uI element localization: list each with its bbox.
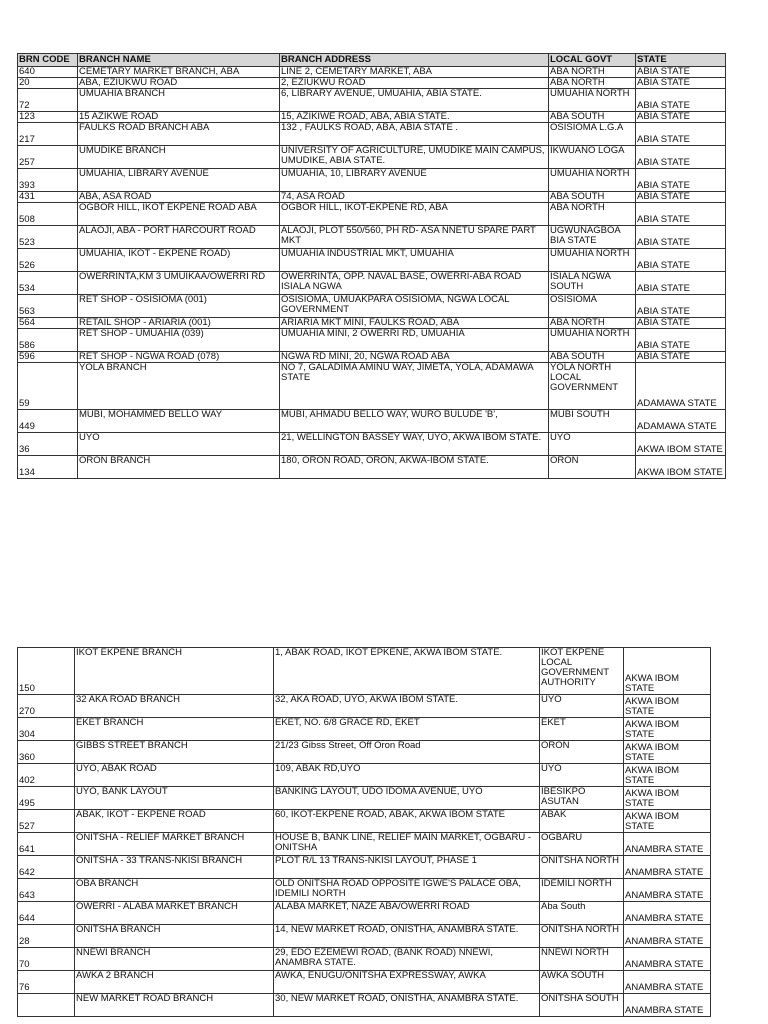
branch-address-cell: NGWA RD MINI, 20, NGWA ROAD ABA <box>280 352 549 363</box>
table-row <box>18 203 726 226</box>
table-row <box>18 249 726 272</box>
branch-name-cell: UYO, ABAK ROAD <box>75 764 274 787</box>
brn-code-cell: 20 <box>18 78 78 89</box>
local-govt-cell: UYO <box>540 764 624 787</box>
brn-code-cell: 150 <box>18 648 75 695</box>
branch-address-cell: PLOT R/L 13 TRANS-NKISI LAYOUT, PHASE 1 <box>274 856 540 879</box>
brn-code-cell: 393 <box>18 169 78 192</box>
table-row <box>18 352 726 363</box>
state-cell: ANAMBRA STATE <box>624 925 711 948</box>
branch-name-cell: 15 AZIKWE ROAD <box>78 112 280 123</box>
header-branch-address: BRANCH ADDRESS <box>280 54 549 67</box>
local-govt-cell: ONITSHA NORTH <box>540 856 624 879</box>
branch-address-cell: UMUAHIA MINI, 2 OWERRI RD, UMUAHIA <box>280 329 549 352</box>
branch-name-cell: RET SHOP - NGWA ROAD (078) <box>78 352 280 363</box>
state-cell: AKWA IBOM STATE <box>636 433 726 456</box>
state-cell: ABIA STATE <box>636 203 726 226</box>
branch-name-cell: OGBOR HILL, IKOT EKPENE ROAD ABA <box>78 203 280 226</box>
branch-address-cell: ALAOJI, PLOT 550/560, PH RD- ASA NNETU SPARE PART MKT <box>280 226 549 249</box>
state-cell: ABIA STATE <box>636 295 726 318</box>
branch-address-cell: 21, WELLINGTON BASSEY WAY, UYO, AKWA IBOM STATE. <box>280 433 549 456</box>
table-row <box>18 226 726 249</box>
state-cell: AKWA IBOM STATE <box>624 741 711 764</box>
branch-address-cell: 30, NEW MARKET ROAD, ONISTHA, ANAMBRA STATE. <box>274 994 540 1017</box>
branch-name-cell: NEW MARKET ROAD BRANCH <box>75 994 274 1017</box>
table-row <box>18 695 711 718</box>
brn-code-cell: 76 <box>18 971 75 994</box>
branch-address-cell: AWKA, ENUGU/ONITSHA EXPRESSWAY, AWKA <box>274 971 540 994</box>
local-govt-cell: ORON <box>549 456 636 479</box>
local-govt-cell: IBESIKPO ASUTAN <box>540 787 624 810</box>
brn-code-cell: 360 <box>18 741 75 764</box>
branch-name-cell: OWERRI - ALABA MARKET BRANCH <box>75 902 274 925</box>
local-govt-cell: OSISIOMA L.G.A <box>549 123 636 146</box>
header-brn-code: BRN CODE <box>18 54 78 67</box>
branch-address-cell: UNIVERSITY OF AGRICULTURE, UMUDIKE MAIN CAMPUS, UMUDIKE, ABIA STATE. <box>280 146 549 169</box>
brn-code-cell: 495 <box>18 787 75 810</box>
branch-name-cell: ONITSHA - RELIEF MARKET BRANCH <box>75 833 274 856</box>
brn-code-cell: 534 <box>18 272 78 295</box>
state-cell: ABIA STATE <box>636 192 726 203</box>
local-govt-cell: ABA NORTH <box>549 203 636 226</box>
brn-code-cell: 59 <box>18 363 78 410</box>
state-cell: AKWA IBOM STATE <box>624 718 711 741</box>
branch-name-cell: ONITSHA BRANCH <box>75 925 274 948</box>
local-govt-cell: ONITSHA NORTH <box>540 925 624 948</box>
branch-name-cell: AWKA 2 BRANCH <box>75 971 274 994</box>
state-cell: ANAMBRA STATE <box>624 879 711 902</box>
local-govt-cell: OSISIOMA <box>549 295 636 318</box>
brn-code-cell <box>18 994 75 1017</box>
state-cell: ABIA STATE <box>636 226 726 249</box>
branch-name-cell: UMUAHIA, LIBRARY AVENUE <box>78 169 280 192</box>
local-govt-cell: UGWUNAGBOA BIA STATE <box>549 226 636 249</box>
branch-address-cell: 14, NEW MARKET ROAD, ONISTHA, ANAMBRA STATE. <box>274 925 540 948</box>
local-govt-cell: UMUAHIA NORTH <box>549 249 636 272</box>
brn-code-cell: 270 <box>18 695 75 718</box>
brn-code-cell: 643 <box>18 879 75 902</box>
branch-address-cell: EKET, NO. 6/8 GRACE RD, EKET <box>274 718 540 741</box>
table-row <box>18 169 726 192</box>
brn-code-cell: 563 <box>18 295 78 318</box>
state-cell: ABIA STATE <box>636 67 726 78</box>
table-row <box>18 833 711 856</box>
local-govt-cell: ABA SOUTH <box>549 192 636 203</box>
state-cell: ABIA STATE <box>636 249 726 272</box>
header-local-govt: LOCAL GOVT <box>549 54 636 67</box>
branch-address-cell: OLD ONITSHA ROAD OPPOSITE IGWE'S PALACE OBA, IDEMILI NORTH <box>274 879 540 902</box>
state-cell: ABIA STATE <box>636 146 726 169</box>
branch-name-cell: ABA, EZIUKWU ROAD <box>78 78 280 89</box>
local-govt-cell: ABA SOUTH <box>549 352 636 363</box>
branch-address-cell: HOUSE B, BANK LINE, RELIEF MAIN MARKET, OGBARU - ONITSHA <box>274 833 540 856</box>
state-cell: ABIA STATE <box>636 123 726 146</box>
local-govt-cell: UYO <box>549 433 636 456</box>
brn-code-cell: 644 <box>18 902 75 925</box>
local-govt-cell: EKET <box>540 718 624 741</box>
table-row <box>18 856 711 879</box>
state-cell: ADAMAWA STATE <box>636 363 726 410</box>
table-row <box>18 994 711 1017</box>
brn-code-cell: 526 <box>18 249 78 272</box>
branch-address-cell: BANKING LAYOUT, UDO IDOMA AVENUE, UYO <box>274 787 540 810</box>
branch-address-cell: 74, ASA ROAD <box>280 192 549 203</box>
state-cell: ANAMBRA STATE <box>624 971 711 994</box>
table-row <box>18 925 711 948</box>
state-cell: ABIA STATE <box>636 272 726 295</box>
table-row <box>18 948 711 971</box>
local-govt-cell: ISIALA NGWA SOUTH <box>549 272 636 295</box>
table-row <box>18 272 726 295</box>
branch-address-cell: 1, ABAK ROAD, IKOT EPKENE, AKWA IBOM STATE. <box>274 648 540 695</box>
state-cell: ADAMAWA STATE <box>636 410 726 433</box>
state-cell: ANAMBRA STATE <box>624 994 711 1017</box>
brn-code-cell: 402 <box>18 764 75 787</box>
local-govt-cell: ABA NORTH <box>549 67 636 78</box>
local-govt-cell: IKOT EKPENE LOCAL GOVERNMENT AUTHORITY <box>540 648 624 695</box>
branch-table-2 <box>17 647 711 1017</box>
branch-name-cell: GIBBS STREET BRANCH <box>75 741 274 764</box>
state-cell: AKWA IBOM STATE <box>624 764 711 787</box>
branch-name-cell: YOLA BRANCH <box>78 363 280 410</box>
branch-address-cell: NO 7, GALADIMA AMINU WAY, JIMETA, YOLA, ADAMAWA STATE <box>280 363 549 410</box>
table-row <box>18 112 726 123</box>
brn-code-cell: 523 <box>18 226 78 249</box>
table-row <box>18 879 711 902</box>
branch-name-cell: OWERRINTA,KM 3 UMUIKAA/OWERRI RD <box>78 272 280 295</box>
state-cell: ANAMBRA STATE <box>624 856 711 879</box>
table-row <box>18 718 711 741</box>
brn-code-cell: 586 <box>18 329 78 352</box>
branch-address-cell: UMUAHIA, 10, LIBRARY AVENUE <box>280 169 549 192</box>
brn-code-cell: 36 <box>18 433 78 456</box>
brn-code-cell: 217 <box>18 123 78 146</box>
branch-address-cell: 6, LIBRARY AVENUE, UMUAHIA, ABIA STATE. <box>280 89 549 112</box>
table-row <box>18 146 726 169</box>
table-row <box>18 78 726 89</box>
local-govt-cell: ABAK <box>540 810 624 833</box>
branch-name-cell: UYO <box>78 433 280 456</box>
brn-code-cell: 564 <box>18 318 78 329</box>
table-row <box>18 902 711 925</box>
brn-code-cell: 70 <box>18 948 75 971</box>
state-cell: AKWA IBOM STATE <box>636 456 726 479</box>
table-row <box>18 318 726 329</box>
branch-name-cell: RETAIL SHOP - ARIARIA (001) <box>78 318 280 329</box>
local-govt-cell: YOLA NORTH LOCAL GOVERNMENT <box>549 363 636 410</box>
branch-address-cell: 132 , FAULKS ROAD, ABA, ABIA STATE . <box>280 123 549 146</box>
branch-name-cell: MUBI, MOHAMMED BELLO WAY <box>78 410 280 433</box>
table-row <box>18 329 726 352</box>
brn-code-cell: 134 <box>18 456 78 479</box>
local-govt-cell: IDEMILI NORTH <box>540 879 624 902</box>
table-row <box>18 787 711 810</box>
state-cell: ABIA STATE <box>636 78 726 89</box>
state-cell: ANAMBRA STATE <box>624 948 711 971</box>
table-row <box>18 363 726 410</box>
local-govt-cell: IKWUANO LOGA <box>549 146 636 169</box>
state-cell: ANAMBRA STATE <box>624 833 711 856</box>
local-govt-cell: ABA NORTH <box>549 78 636 89</box>
branch-address-cell: 60, IKOT-EKPENE ROAD, ABAK, AKWA IBOM STATE <box>274 810 540 833</box>
table-row <box>18 764 711 787</box>
table-row <box>18 123 726 146</box>
table-row <box>18 648 711 695</box>
branch-name-cell: CEMETARY MARKET BRANCH, ABA <box>78 67 280 78</box>
brn-code-cell: 28 <box>18 925 75 948</box>
branch-name-cell: EKET BRANCH <box>75 718 274 741</box>
branch-table-1 <box>17 53 726 479</box>
branch-address-cell: OGBOR HILL, IKOT-EKPENE RD, ABA <box>280 203 549 226</box>
state-cell: ABIA STATE <box>636 112 726 123</box>
branch-address-cell: 2, EZIUKWU ROAD <box>280 78 549 89</box>
brn-code-cell: 123 <box>18 112 78 123</box>
brn-code-cell: 304 <box>18 718 75 741</box>
local-govt-cell: AWKA SOUTH <box>540 971 624 994</box>
branch-name-cell: IKOT EKPENE BRANCH <box>75 648 274 695</box>
branch-name-cell: ALAOJI, ABA - PORT HARCOURT ROAD <box>78 226 280 249</box>
state-cell: AKWA IBOM STATE <box>624 787 711 810</box>
header-branch-name: BRANCH NAME <box>78 54 280 67</box>
branch-name-cell: RET SHOP - OSISIOMA (001) <box>78 295 280 318</box>
branch-address-cell: 29, EDO EZEMEWI ROAD, (BANK ROAD) NNEWI, ANAMBRA STATE. <box>274 948 540 971</box>
branch-name-cell: ABA, ASA ROAD <box>78 192 280 203</box>
brn-code-cell: 508 <box>18 203 78 226</box>
table-row <box>18 192 726 203</box>
brn-code-cell: 72 <box>18 89 78 112</box>
local-govt-cell: Aba South <box>540 902 624 925</box>
header-state: STATE <box>636 54 726 67</box>
branch-name-cell: ABAK, IKOT - EKPENE ROAD <box>75 810 274 833</box>
branch-name-cell: UMUAHIA BRANCH <box>78 89 280 112</box>
brn-code-cell: 642 <box>18 856 75 879</box>
branch-address-cell: MUBI, AHMADU BELLO WAY, WURO BULUDE 'B', <box>280 410 549 433</box>
branch-address-cell: OWERRINTA, OPP. NAVAL BASE, OWERRI-ABA ROAD ISIALA NGWA <box>280 272 549 295</box>
local-govt-cell: UMUAHIA NORTH <box>549 169 636 192</box>
state-cell: ABIA STATE <box>636 318 726 329</box>
brn-code-cell: 257 <box>18 146 78 169</box>
branch-address-cell: 32, AKA ROAD, UYO, AKWA IBOM STATE. <box>274 695 540 718</box>
local-govt-cell: UYO <box>540 695 624 718</box>
branch-address-cell: OSISIOMA, UMUAKPARA OSISIOMA, NGWA LOCAL GOVERNMENT <box>280 295 549 318</box>
branch-name-cell: UMUDIKE BRANCH <box>78 146 280 169</box>
local-govt-cell: MUBI SOUTH <box>549 410 636 433</box>
branch-name-cell: ONITSHA - 33 TRANS-NKISI BRANCH <box>75 856 274 879</box>
branch-address-cell: LINE 2, CEMETARY MARKET, ABA <box>280 67 549 78</box>
local-govt-cell: ORON <box>540 741 624 764</box>
brn-code-cell: 431 <box>18 192 78 203</box>
brn-code-cell: 640 <box>18 67 78 78</box>
brn-code-cell: 527 <box>18 810 75 833</box>
branch-address-cell: 109, ABAK RD,UYO <box>274 764 540 787</box>
branch-name-cell: OBA BRANCH <box>75 879 274 902</box>
state-cell: AKWA IBOM STATE <box>624 695 711 718</box>
local-govt-cell: ABA NORTH <box>549 318 636 329</box>
table-row <box>18 456 726 479</box>
branch-address-cell: 15, AZIKIWE ROAD, ABA, ABIA STATE. <box>280 112 549 123</box>
local-govt-cell: UMUAHIA NORTH <box>549 89 636 112</box>
local-govt-cell: NNEWI NORTH <box>540 948 624 971</box>
local-govt-cell: UMUAHIA NORTH <box>549 329 636 352</box>
brn-code-cell: 596 <box>18 352 78 363</box>
local-govt-cell: ONITSHA SOUTH <box>540 994 624 1017</box>
table-row <box>18 67 726 78</box>
state-cell: ABIA STATE <box>636 169 726 192</box>
table-row <box>18 971 711 994</box>
table-row <box>18 433 726 456</box>
branch-address-cell: 21/23 Gibss Street, Off Oron Road <box>274 741 540 764</box>
branch-name-cell: RET SHOP - UMUAHIA (039) <box>78 329 280 352</box>
branch-name-cell: FAULKS ROAD BRANCH ABA <box>78 123 280 146</box>
state-cell: ABIA STATE <box>636 329 726 352</box>
table-row <box>18 89 726 112</box>
branch-address-cell: 180, ORON ROAD, ORON, AKWA-IBOM STATE. <box>280 456 549 479</box>
brn-code-cell: 641 <box>18 833 75 856</box>
branch-name-cell: UMUAHIA, IKOT - EKPENE ROAD) <box>78 249 280 272</box>
local-govt-cell: ABA SOUTH <box>549 112 636 123</box>
brn-code-cell: 449 <box>18 410 78 433</box>
branch-name-cell: 32 AKA ROAD BRANCH <box>75 695 274 718</box>
local-govt-cell: OGBARU <box>540 833 624 856</box>
state-cell: ABIA STATE <box>636 352 726 363</box>
table-row <box>18 295 726 318</box>
branch-name-cell: UYO, BANK LAYOUT <box>75 787 274 810</box>
table-row <box>18 810 711 833</box>
header-row <box>18 54 726 67</box>
state-cell: ANAMBRA STATE <box>624 902 711 925</box>
branch-name-cell: NNEWI BRANCH <box>75 948 274 971</box>
branch-address-cell: ARIARIA MKT MINI, FAULKS ROAD, ABA <box>280 318 549 329</box>
branch-name-cell: ORON BRANCH <box>78 456 280 479</box>
state-cell: AKWA IBOM STATE <box>624 648 711 695</box>
branch-address-cell: UMUAHIA INDUSTRIAL MKT, UMUAHIA <box>280 249 549 272</box>
table-row <box>18 741 711 764</box>
branch-address-cell: ALABA MARKET, NAZE ABA/OWERRI ROAD <box>274 902 540 925</box>
table-row <box>18 410 726 433</box>
state-cell: ABIA STATE <box>636 89 726 112</box>
state-cell: AKWA IBOM STATE <box>624 810 711 833</box>
